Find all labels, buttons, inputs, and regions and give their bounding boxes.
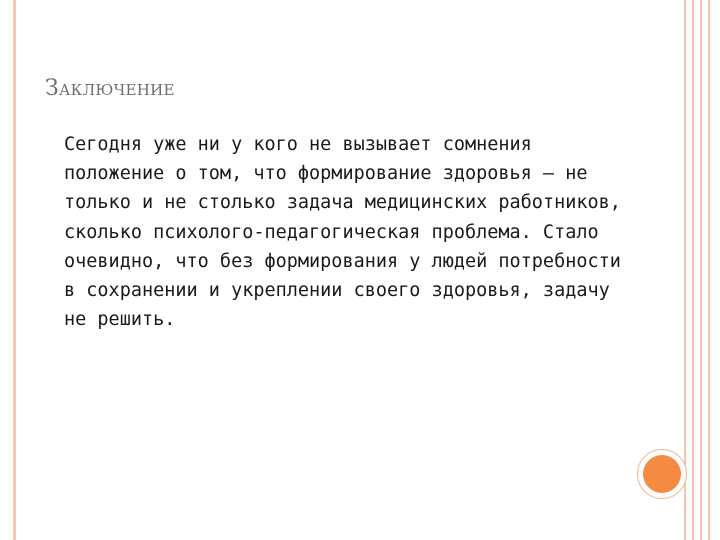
right-frame-line — [684, 0, 686, 540]
right-frame-line — [708, 0, 710, 540]
decorative-orange-circle — [643, 455, 681, 493]
right-frame-line — [692, 0, 694, 540]
slide-title: Заключение — [45, 76, 175, 101]
slide-body-text: Сегодня уже ни у кого не вызывает сомнения положение о том, что формирование здоровья – не только и не столько задача медицинских работников, сколько психолого-педагогическая проблема. Стало очевидно, что без формирования у людей потребности в сохранении и укреплении своего здоровья, задачу не решить. — [64, 134, 621, 331]
right-frame-line — [700, 0, 702, 540]
left-frame-line — [13, 0, 16, 540]
